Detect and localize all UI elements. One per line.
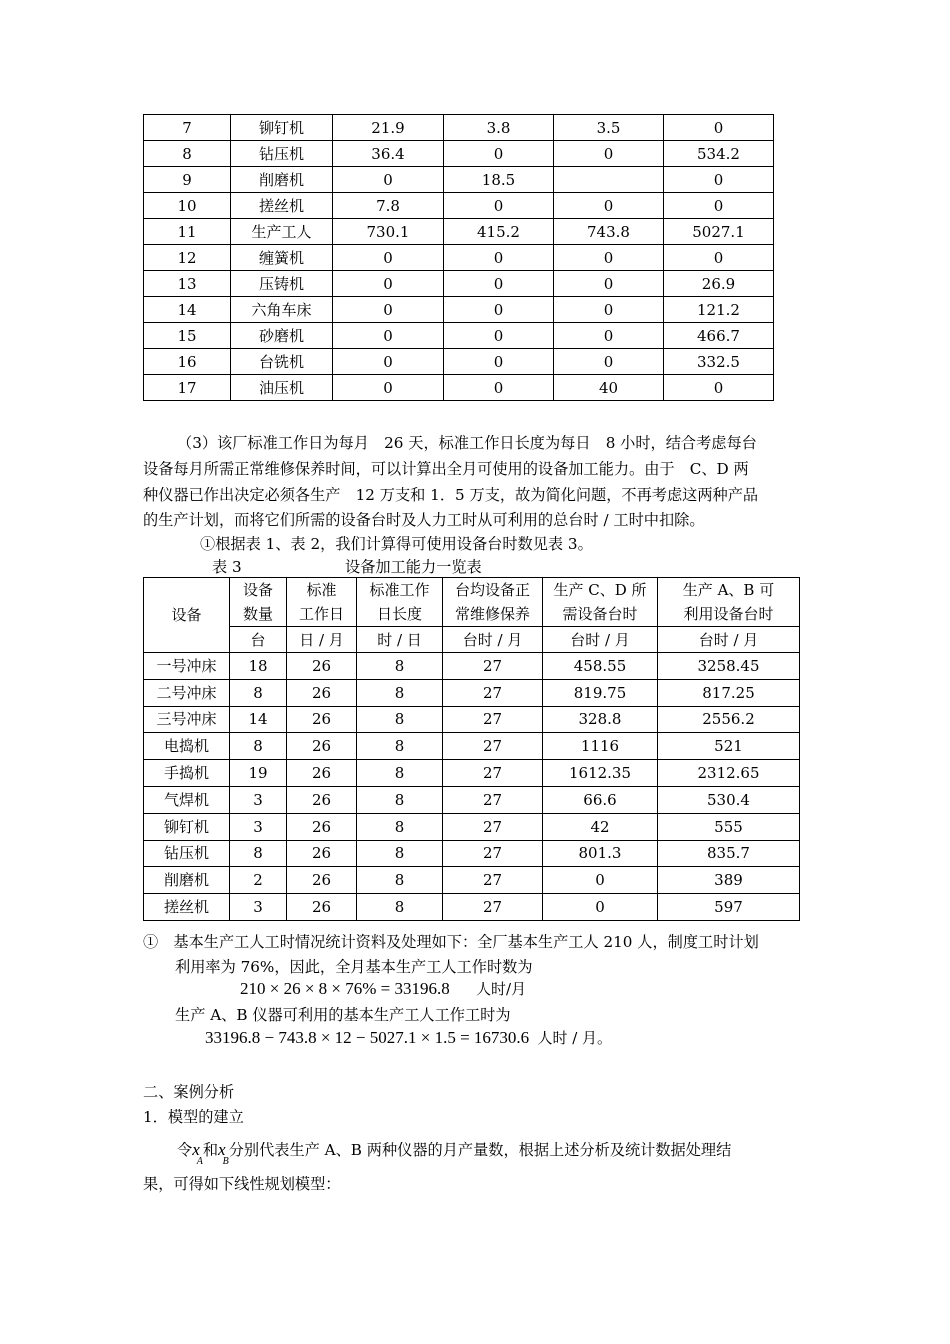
table-cell: 8: [357, 840, 443, 867]
column-header: [357, 578, 443, 627]
table-cell: 458.55: [543, 653, 658, 680]
labor-line3: 生产 A、B 仪器可利用的基本生产工人工作工时为: [175, 1006, 511, 1024]
table-cell: 0: [554, 271, 664, 297]
column-header: 设备: [144, 578, 230, 653]
table-cell: 27: [443, 867, 543, 894]
labor-equation-1: [240, 978, 526, 999]
table-cell: 0: [554, 349, 664, 375]
table-cell: 9: [144, 167, 231, 193]
table-cell: 13: [144, 271, 231, 297]
column-header-line: 标准工作: [369, 581, 430, 599]
table-cell: 66.6: [543, 786, 658, 813]
table-cell: 0: [444, 349, 554, 375]
table-cell: 2556.2: [658, 706, 800, 733]
column-header-line: 数量: [242, 605, 273, 623]
labor-equation-2: [205, 1027, 612, 1048]
table-cell: 0: [664, 167, 774, 193]
table-row: [144, 297, 774, 323]
table-row: [144, 375, 774, 401]
column-header-line: 生产 C、D 所: [553, 581, 647, 599]
header-row: [144, 578, 800, 627]
table-cell: 0: [333, 245, 444, 271]
unit-cell: 台时 / 月: [658, 627, 800, 653]
table-cell: 17: [144, 375, 231, 401]
table-cell: 0: [543, 894, 658, 921]
table-cell: 26: [287, 706, 357, 733]
table-cell: 8: [357, 679, 443, 706]
para3-line4: 的生产计划，而将它们所需的设备台时及人力工时从可利用的总台时 / 工时中扣除。: [143, 511, 705, 529]
table-cell: 8: [357, 867, 443, 894]
table-cell: 11: [144, 219, 231, 245]
table-cell: 8: [357, 733, 443, 760]
table-cell: 搓丝机: [144, 894, 230, 921]
table-cell: 油压机: [231, 375, 333, 401]
table-cell: 0: [444, 375, 554, 401]
table-cell: 26: [287, 786, 357, 813]
table-cell: 26: [287, 894, 357, 921]
para3-line1: （3）该厂标准工作日为每月 26 天，标准工作日长度为每日 8 小时，结合考虑每台: [177, 434, 757, 452]
labor-line2: 利用率为 76%，因此，全月基本生产工人工作时数为: [175, 958, 533, 976]
table-row: [144, 894, 800, 921]
table-cell: 3: [230, 813, 287, 840]
table-row: [144, 733, 800, 760]
para3-line5: ①根据表 1、表 2，我们计算得可使用设备台时数见表 3。: [200, 535, 593, 553]
table-cell: 42: [543, 813, 658, 840]
table-cell: 328.8: [543, 706, 658, 733]
table-cell: 0: [333, 349, 444, 375]
table-cell: 二号冲床: [144, 679, 230, 706]
unit-cell: 台时 / 月: [443, 627, 543, 653]
table-row: [144, 349, 774, 375]
table-cell: 21.9: [333, 115, 444, 141]
table-cell: 0: [444, 245, 554, 271]
table-cell: 18: [230, 653, 287, 680]
capacity-table-body: [144, 578, 800, 921]
column-header-line: 日长度: [376, 605, 422, 623]
column-header: [287, 578, 357, 627]
table-cell: 27: [443, 840, 543, 867]
table-cell: 40: [554, 375, 664, 401]
table-cell: 27: [443, 653, 543, 680]
table-cell: 14: [144, 297, 231, 323]
table-cell: 27: [443, 760, 543, 787]
table-cell: 26: [287, 733, 357, 760]
table-cell: 砂磨机: [231, 323, 333, 349]
table-row: [144, 245, 774, 271]
table-cell: 8: [144, 141, 231, 167]
units-row: [144, 627, 800, 653]
table-cell: 26: [287, 679, 357, 706]
table-row: [144, 813, 800, 840]
equipment-usage-table: [143, 114, 774, 401]
table-cell: 12: [144, 245, 231, 271]
table-cell: 0: [333, 375, 444, 401]
table-row: [144, 193, 774, 219]
column-header-line: 需设备台时: [562, 605, 638, 623]
table-cell: 835.7: [658, 840, 800, 867]
table-row: [144, 760, 800, 787]
table-cell: 削磨机: [144, 867, 230, 894]
column-header-line: 利用设备台时: [683, 605, 774, 623]
unit-cell: 日 / 月: [287, 627, 357, 653]
table-cell: 气焊机: [144, 786, 230, 813]
table-cell: 2: [230, 867, 287, 894]
table-cell: 819.75: [543, 679, 658, 706]
table-cell: 530.4: [658, 786, 800, 813]
column-header: [543, 578, 658, 627]
table-cell: 六角车床: [231, 297, 333, 323]
table-cell: 8: [357, 706, 443, 733]
table-cell: 3.5: [554, 115, 664, 141]
table-cell: 0: [554, 141, 664, 167]
table-cell: 缠簧机: [231, 245, 333, 271]
table-cell: 743.8: [554, 219, 664, 245]
table-cell: 搓丝机: [231, 193, 333, 219]
table-cell: 26: [287, 813, 357, 840]
var-x-a: x: [192, 1140, 200, 1159]
table-cell: 钻压机: [144, 840, 230, 867]
table-cell: 534.2: [664, 141, 774, 167]
table-cell: 0: [333, 167, 444, 193]
table-row: [144, 706, 800, 733]
var-x-b-subscript: B: [222, 1156, 229, 1167]
table-row: [144, 141, 774, 167]
table-cell: 121.2: [664, 297, 774, 323]
table-row: [144, 115, 774, 141]
table-row: [144, 867, 800, 894]
table-cell: 14: [230, 706, 287, 733]
table-cell: 730.1: [333, 219, 444, 245]
table-cell: 3: [230, 894, 287, 921]
capacity-table: [143, 577, 800, 921]
table-cell: 597: [658, 894, 800, 921]
table-cell: 26: [287, 653, 357, 680]
section2-heading: 二、案例分析: [143, 1083, 235, 1101]
table-cell: 0: [444, 141, 554, 167]
table-cell: 1612.35: [543, 760, 658, 787]
unit-cell: 台时 / 月: [543, 627, 658, 653]
table-cell: 铆钉机: [231, 115, 333, 141]
section2-para1-line2: 果，可得如下线性规划模型：: [143, 1175, 341, 1193]
table-cell: 27: [443, 894, 543, 921]
table-cell: 18.5: [444, 167, 554, 193]
para1-pre: 令: [177, 1141, 193, 1159]
table-cell: 0: [543, 867, 658, 894]
table-row: [144, 167, 774, 193]
table-cell: 0: [554, 297, 664, 323]
table-cell: 27: [443, 706, 543, 733]
equipment-usage-table-body: [144, 115, 774, 401]
table-cell: 0: [664, 245, 774, 271]
table-cell: 0: [554, 323, 664, 349]
labor-equation-2-expr: 33196.8 − 743.8 × 12 − 5027.1 × 1.5 = 16730.6: [205, 1028, 530, 1047]
table-cell: 一号冲床: [144, 653, 230, 680]
unit-cell: 时 / 日: [357, 627, 443, 653]
labor-equation-1-unit: 人时/月: [476, 980, 527, 998]
labor-line1: ① 基本生产工人工时情况统计资料及处理如下：全厂基本生产工人 210 人，制度工时计划: [143, 933, 759, 951]
table-cell: 26.9: [664, 271, 774, 297]
table-cell: 2312.65: [658, 760, 800, 787]
table-cell: 8: [230, 733, 287, 760]
table-cell: 15: [144, 323, 231, 349]
table-cell: 0: [554, 193, 664, 219]
var-x-b: x: [218, 1140, 226, 1159]
table-cell: [554, 167, 664, 193]
table-cell: 26: [287, 760, 357, 787]
table-cell: 0: [333, 271, 444, 297]
table-cell: 19: [230, 760, 287, 787]
table-cell: 生产工人: [231, 219, 333, 245]
table-cell: 0: [444, 323, 554, 349]
section2-subheading: 1．模型的建立: [143, 1108, 244, 1126]
column-header-line: 台均设备正: [454, 581, 530, 599]
section2-para1-line1: [177, 1139, 732, 1167]
table-cell: 0: [444, 193, 554, 219]
var-x-a-subscript: A: [196, 1156, 203, 1167]
table-cell: 7.8: [333, 193, 444, 219]
column-header-line: 常维修保养: [454, 605, 530, 623]
column-header-line: 工作日: [298, 605, 344, 623]
column-header-line: 标准: [306, 581, 337, 599]
para3-line3: 种仪器已作出决定必须各生产 12 万支和 1．5 万支，故为简化问题，不再考虑这两种产品: [143, 486, 759, 504]
table-cell: 36.4: [333, 141, 444, 167]
table-cell: 压铸机: [231, 271, 333, 297]
table-cell: 0: [664, 193, 774, 219]
table-cell: 削磨机: [231, 167, 333, 193]
column-header: [230, 578, 287, 627]
labor-equation-2-unit: 人时 / 月。: [537, 1029, 613, 1047]
table-cell: 27: [443, 733, 543, 760]
table-cell: 0: [444, 271, 554, 297]
table-cell: 手捣机: [144, 760, 230, 787]
unit-cell: 台: [230, 627, 287, 653]
table-cell: 0: [444, 297, 554, 323]
table-cell: 3: [230, 786, 287, 813]
labor-equation-1-expr: 210 × 26 × 8 × 76% = 33196.8: [240, 979, 450, 998]
table-row: [144, 840, 800, 867]
table-cell: 521: [658, 733, 800, 760]
table-cell: 3.8: [444, 115, 554, 141]
column-header-line: 生产 A、B 可: [682, 581, 775, 599]
table-row: [144, 219, 774, 245]
table-cell: 332.5: [664, 349, 774, 375]
table-cell: 389: [658, 867, 800, 894]
table-cell: 8: [357, 653, 443, 680]
para3-line2: 设备每月所需正常维修保养时间，可以计算出全月可使用的设备加工能力。由于 C、D 两: [143, 460, 749, 478]
table-cell: 10: [144, 193, 231, 219]
table-cell: 555: [658, 813, 800, 840]
table-cell: 466.7: [664, 323, 774, 349]
table-row: [144, 323, 774, 349]
table-cell: 8: [357, 813, 443, 840]
table-cell: 7: [144, 115, 231, 141]
table-cell: 27: [443, 813, 543, 840]
table-cell: 8: [357, 760, 443, 787]
table-cell: 415.2: [444, 219, 554, 245]
table3-label: 表 3: [212, 558, 242, 576]
table-cell: 8: [230, 679, 287, 706]
table-cell: 8: [357, 786, 443, 813]
table-cell: 0: [554, 245, 664, 271]
table-cell: 26: [287, 840, 357, 867]
table-cell: 8: [230, 840, 287, 867]
table-cell: 3258.45: [658, 653, 800, 680]
table-cell: 0: [664, 375, 774, 401]
column-header-line: 设备: [242, 581, 273, 599]
table-cell: 0: [333, 323, 444, 349]
table-cell: 钻压机: [231, 141, 333, 167]
table-cell: 817.25: [658, 679, 800, 706]
table-cell: 8: [357, 894, 443, 921]
table-cell: 27: [443, 679, 543, 706]
table-cell: 1116: [543, 733, 658, 760]
table-cell: 铆钉机: [144, 813, 230, 840]
table-row: [144, 786, 800, 813]
column-header: [443, 578, 543, 627]
table-cell: 27: [443, 786, 543, 813]
table-cell: 电捣机: [144, 733, 230, 760]
table-cell: 26: [287, 867, 357, 894]
table-row: [144, 271, 774, 297]
para1-mid: 和: [202, 1141, 219, 1159]
para1-post: 分别代表生产 A、B 两种仪器的月产量数，根据上述分析及统计数据处理结: [228, 1141, 732, 1159]
column-header: [658, 578, 800, 627]
table-row: [144, 653, 800, 680]
table-cell: 801.3: [543, 840, 658, 867]
table-cell: 5027.1: [664, 219, 774, 245]
table-cell: 0: [333, 297, 444, 323]
table-row: [144, 679, 800, 706]
table-cell: 三号冲床: [144, 706, 230, 733]
table-cell: 0: [664, 115, 774, 141]
table-cell: 台铣机: [231, 349, 333, 375]
table-cell: 16: [144, 349, 231, 375]
table3-title: 设备加工能力一览表: [345, 558, 482, 576]
